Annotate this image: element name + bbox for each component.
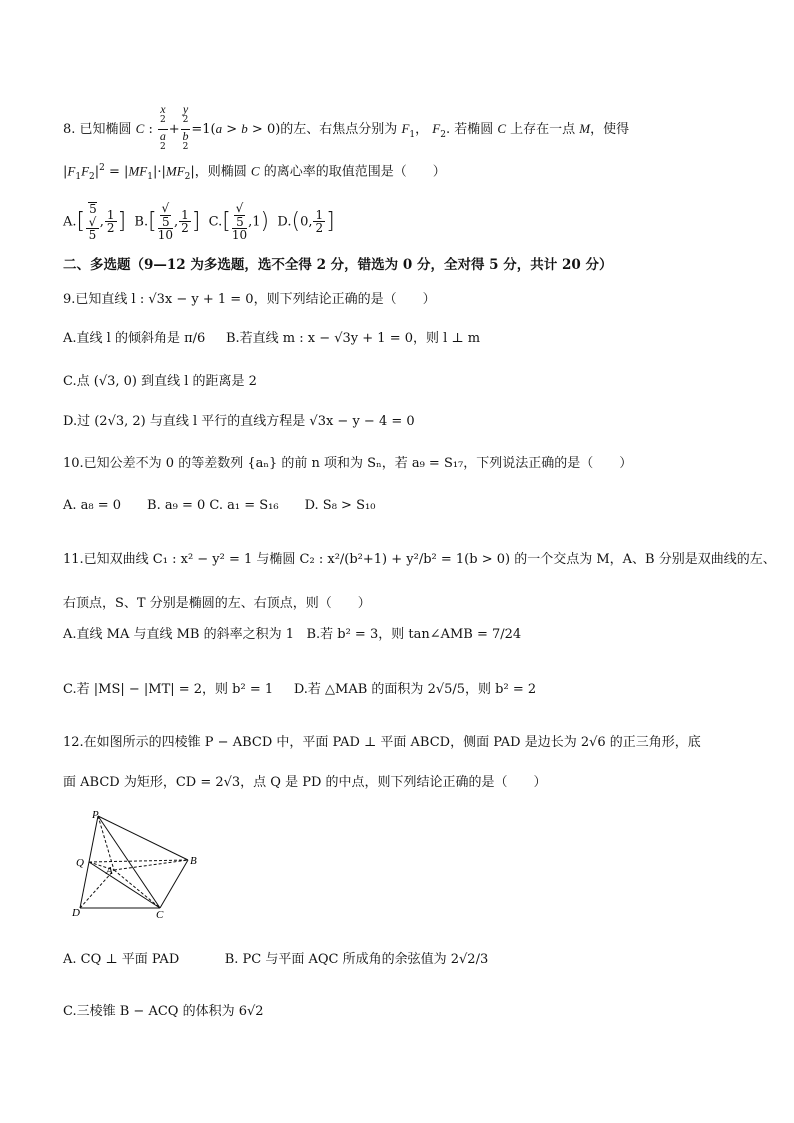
q9-option-b: B.若直线 m : x − √3y + 1 = 0，则 l ⊥ m (225, 331, 481, 346)
label-q: Q (76, 857, 84, 869)
q11-option-d: D.若 △MAB 的面积为 2√5/5，则 b² = 2 (293, 682, 537, 697)
q9-option-a: A.直线 l 的倾斜角是 π/6 (63, 331, 206, 346)
q12-option-a-b (63, 953, 488, 966)
q11-option-a-b (63, 628, 521, 641)
q8-stem-line1: 8. 已知椭圆 C : x $^2$ a $^2$ + y $^2$ b $^2$ =1(a > b > 0)的左、右焦点分别为 $F_1$， $F_2$. 若椭圆 C 上存在一点 M，使得 (63, 102, 630, 152)
q11-option-c-d (63, 683, 536, 696)
q12-option-c: C.三棱锥 B − ACQ 的体积为 6√2 (63, 1004, 264, 1019)
q10-options: A. a₈ = 0 B. a₉ = 0 C. a₁ = S₁₆ D. S₈ > S₁₀ (63, 498, 376, 513)
q11-stem-line2: 右顶点，S、T 分别是椭圆的左、右顶点，则（ ） (63, 596, 371, 611)
q12-stem-line1: 12.在如图所示的四棱锥 P − ABCD 中，平面 PAD ⊥ 平面 ABCD，侧面 PAD 是边长为 2√6 的正三角形，底 (63, 735, 701, 750)
q12-stem-line2: 面 ABCD 为矩形，CD = 2√3，点 Q 是 PD 的中点，则下列结论正确的是（ ） (63, 775, 547, 790)
label-c: C (156, 909, 164, 920)
q9-option-d: D.过 (2√3, 2) 与直线 l 平行的直线方程是 √3x − y − 4 = 0 (63, 414, 415, 429)
label-d: D (72, 907, 80, 919)
q9-option-c: C.点 (√3, 0) 到直线 l 的距离是 2 (63, 374, 257, 389)
q11-option-a: A.直线 MA 与直线 MB 的斜率之积为 1 (63, 627, 295, 642)
pyramid-figure (66, 808, 202, 920)
q11-option-c: C.若 |MS| − |MT| = 2，则 b² = 1 (63, 682, 274, 697)
q11-stem-line1: 11.已知双曲线 C₁ : x² − y² = 1 与椭圆 C₂ : x²/(b²+1) + y²/b² = 1(b > 0) 的一个交点为 M，A、B 分别是双曲线的左、 (63, 552, 776, 567)
label-a: A (106, 865, 113, 877)
label-b: B (190, 855, 197, 867)
q9-stem: 9.已知直线 l : √3x − y + 1 = 0，则下列结论正确的是（ ） (63, 292, 436, 307)
section-2-heading: 二、多选题（9—12 为多选题，选不全得 2 分，错选为 0 分，全对得 5 分，共计 20 分） (63, 257, 613, 273)
label-p: P (92, 809, 99, 821)
q11-option-b: B.若 b² = 3，则 tan∠AMB = 7/24 (306, 627, 522, 642)
q12-option-a: A. CQ ⊥ 平面 PAD (63, 952, 180, 967)
q9-option-a-b (63, 332, 480, 345)
q10-stem: 10.已知公差不为 0 的等差数列 {aₙ} 的前 n 项和为 Sₙ，若 a₉ = S₁₇，下列说法正确的是（ ） (63, 456, 633, 471)
q8-options: A.[ 5 √ 5 , $\frac{1}{2}$ ] B.[ √ 5 10 , $\frac{1}{2}$ ] C.[ √ 5 10 ,1) D.(0, $\frac{1}{2}$ ] (63, 201, 335, 243)
q12-option-b: B. PC 与平面 AQC 所成角的余弦值为 2√2/3 (224, 952, 489, 967)
q8-stem-line2: $|F_1F_2|^2 = |MF_1|\cdot|MF_2|$，则椭圆 C 的离心率的取值范围是（ ） (63, 163, 446, 182)
